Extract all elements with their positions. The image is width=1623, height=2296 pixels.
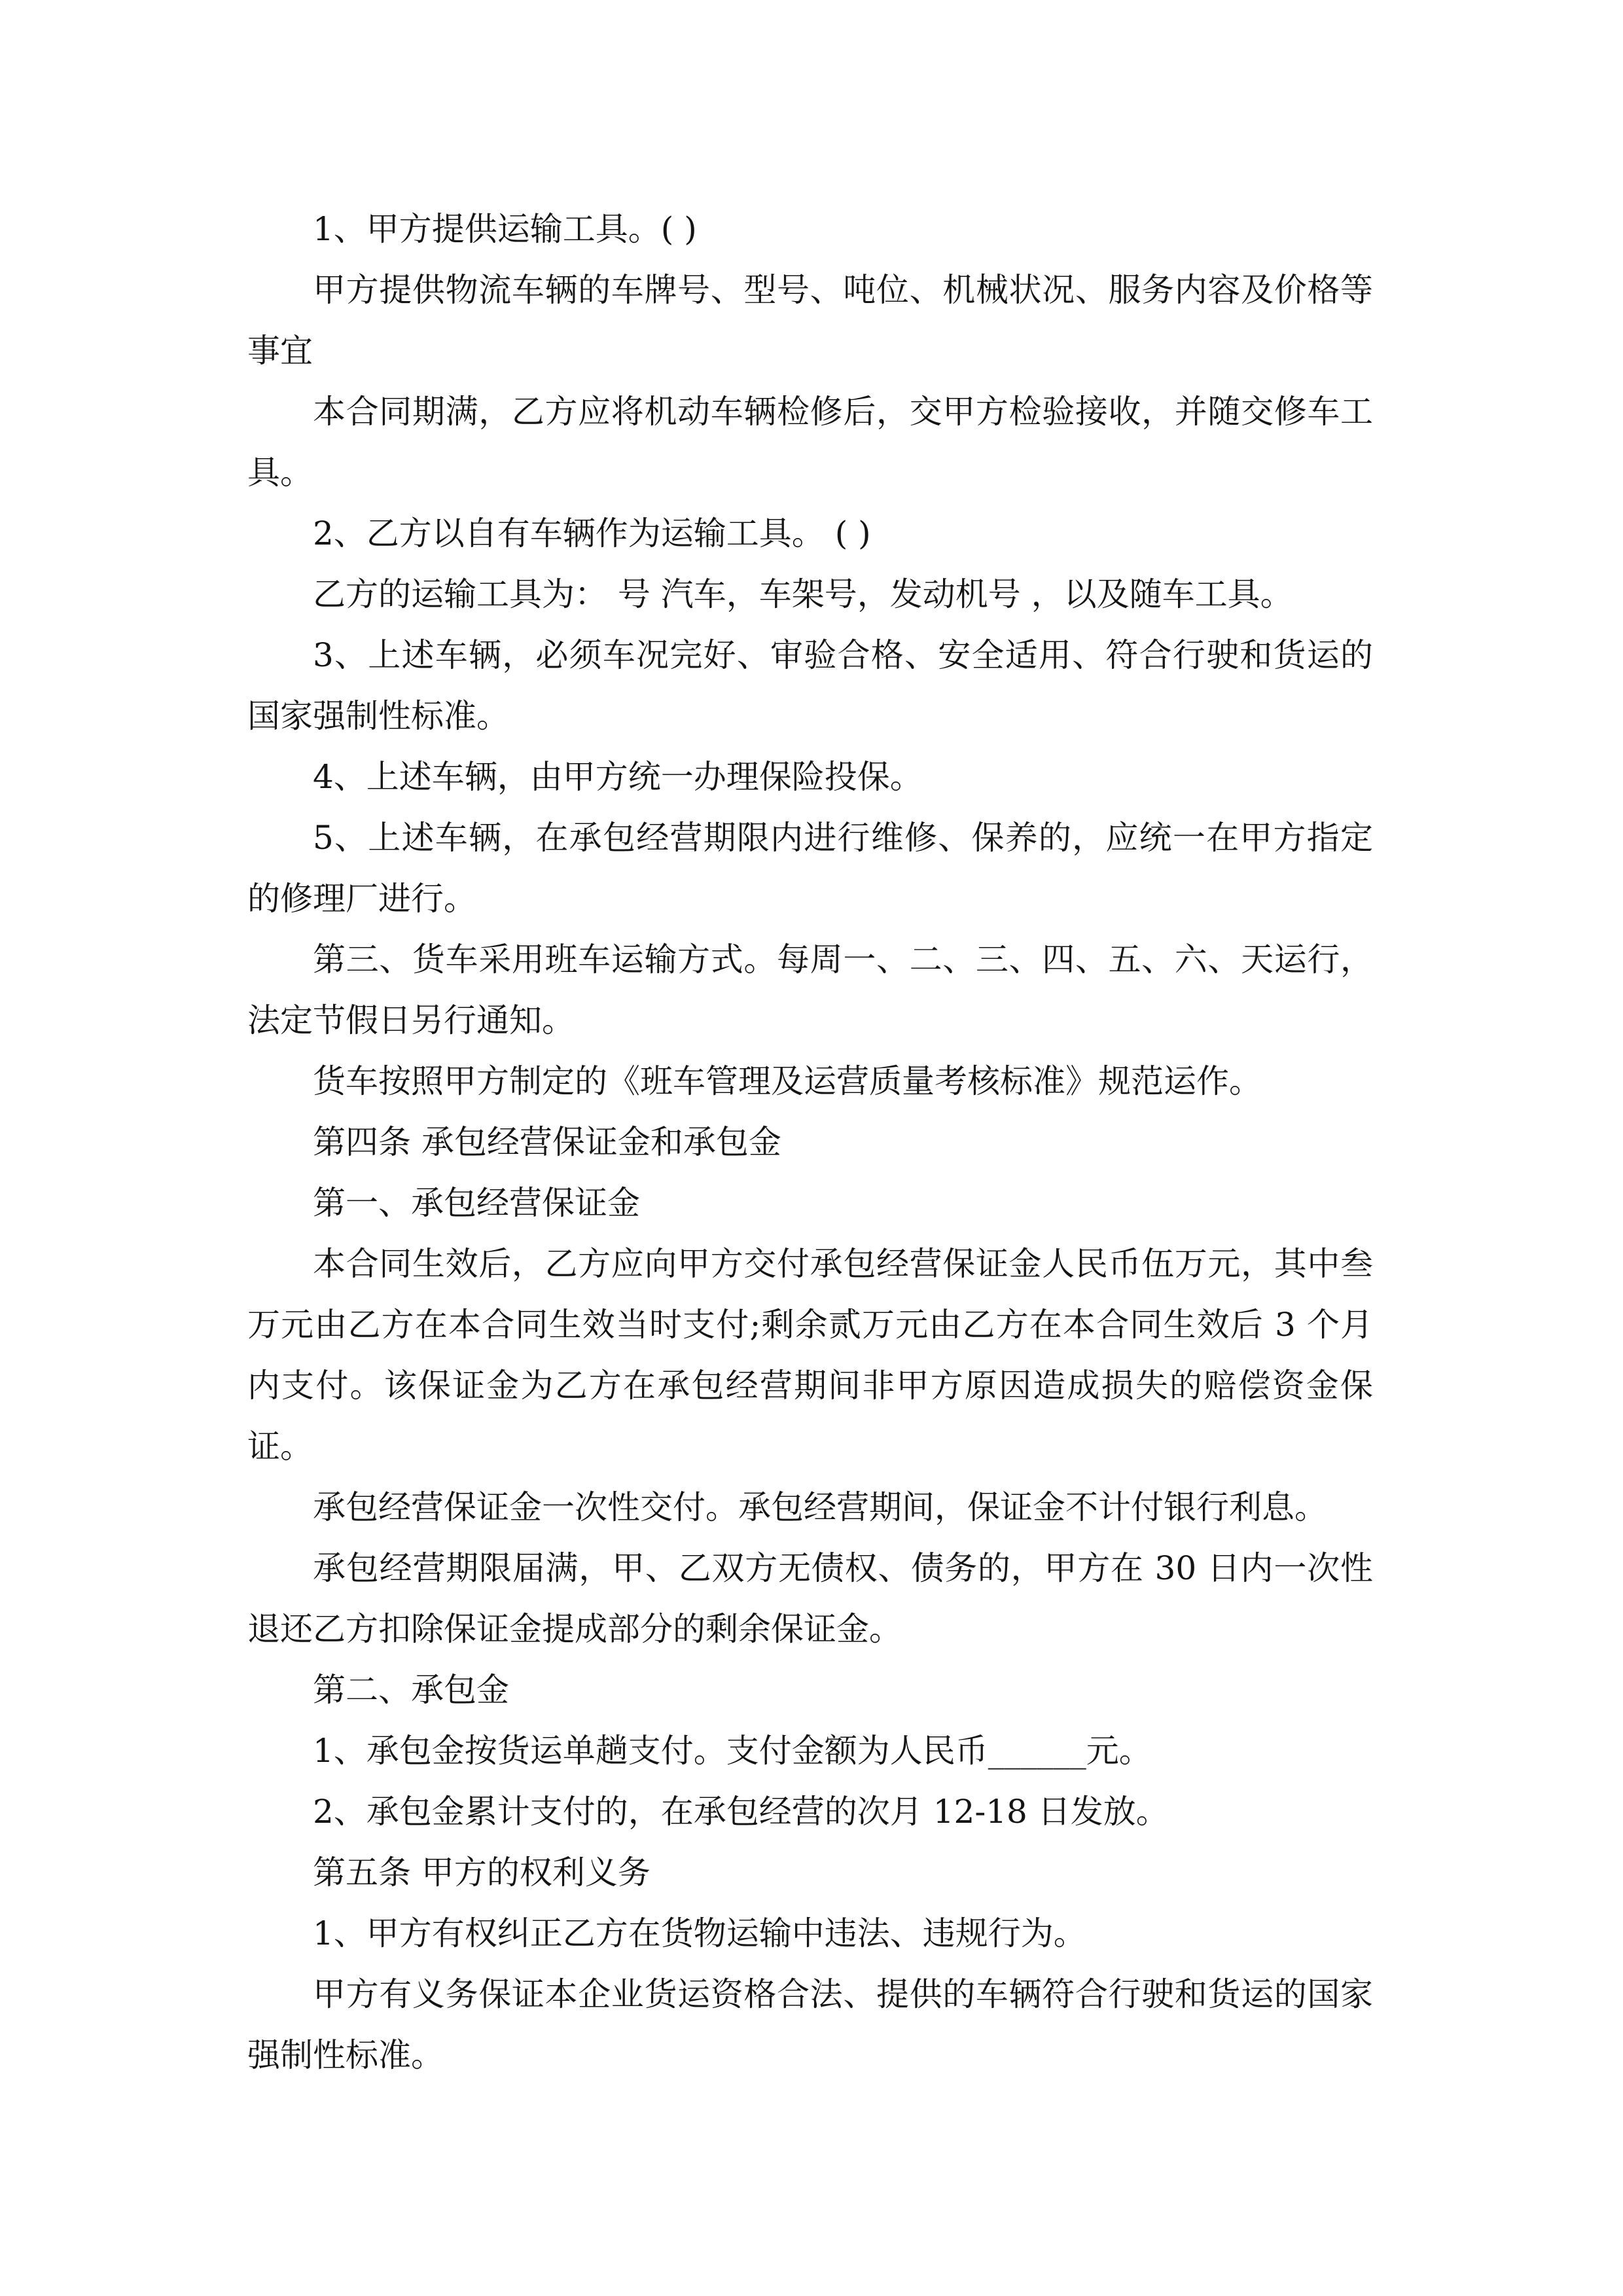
paragraph: 本合同期满，乙方应将机动车辆检修后，交甲方检验接收，并随交修车工具。 xyxy=(247,393,1373,492)
paragraph: 货车按照甲方制定的《班车管理及运营质量考核标准》规范运作。 xyxy=(313,1062,1262,1100)
paragraph: 乙方的运输工具为： 号 汽车，车架号，发动机号 ，以及随车工具。 xyxy=(313,575,1293,613)
document-body xyxy=(247,199,1373,2086)
subsection-heading: 第一、承包经营保证金 xyxy=(313,1184,640,1222)
section-heading: 第四条 承包经营保证金和承包金 xyxy=(313,1123,781,1161)
paragraph: 甲方提供物流车辆的车牌号、型号、吨位、机械状况、服务内容及价格等事宜 xyxy=(247,271,1373,370)
section-heading: 第五条 甲方的权利义务 xyxy=(313,1854,651,1892)
paragraph: 本合同生效后，乙方应向甲方交付承包经营保证金人民币伍万元，其中叁万元由乙方在本合同生效当时支付;剩余贰万元由乙方在本合同生效后 3 个月内支付。该保证金为乙方在承包经营期间非甲方原因造成损失的赔偿资金保证。 xyxy=(247,1245,1373,1465)
paragraph: 1、甲方有权纠正乙方在货物运输中违法、违规行为。 xyxy=(313,1914,1086,1952)
paragraph: 3、上述车辆，必须车况完好、审验合格、安全适用、符合行驶和货运的国家强制性标准。 xyxy=(247,636,1373,735)
paragraph: 2、乙方以自有车辆作为运输工具。 ( ) xyxy=(313,514,871,552)
paragraph: 1、承包金按货运单趟支付。支付金额为人民币______元。 xyxy=(313,1732,1152,1770)
paragraph: 甲方有义务保证本企业货运资格合法、提供的车辆符合行驶和货运的国家强制性标准。 xyxy=(247,1975,1373,2074)
paragraph: 承包经营期限届满，甲、乙双方无债权、债务的，甲方在 30 日内一次性退还乙方扣除保证金提成部分的剩余保证金。 xyxy=(247,1549,1373,1648)
paragraph: 承包经营保证金一次性交付。承包经营期间，保证金不计付银行利息。 xyxy=(313,1488,1327,1526)
subsection-heading: 第二、承包金 xyxy=(313,1671,509,1709)
paragraph: 第三、货车采用班车运输方式。每周一、二、三、四、五、六、天运行，法定节假日另行通知。 xyxy=(247,941,1373,1039)
paragraph: 4、上述车辆，由甲方统一办理保险投保。 xyxy=(313,758,923,796)
paragraph: 2、承包金累计支付的，在承包经营的次月 12-18 日发放。 xyxy=(313,1793,1169,1831)
paragraph: 1、甲方提供运输工具。( ) xyxy=(313,210,697,248)
paragraph: 5、上述车辆，在承包经营期限内进行维修、保养的，应统一在甲方指定的修理厂进行。 xyxy=(247,819,1373,918)
